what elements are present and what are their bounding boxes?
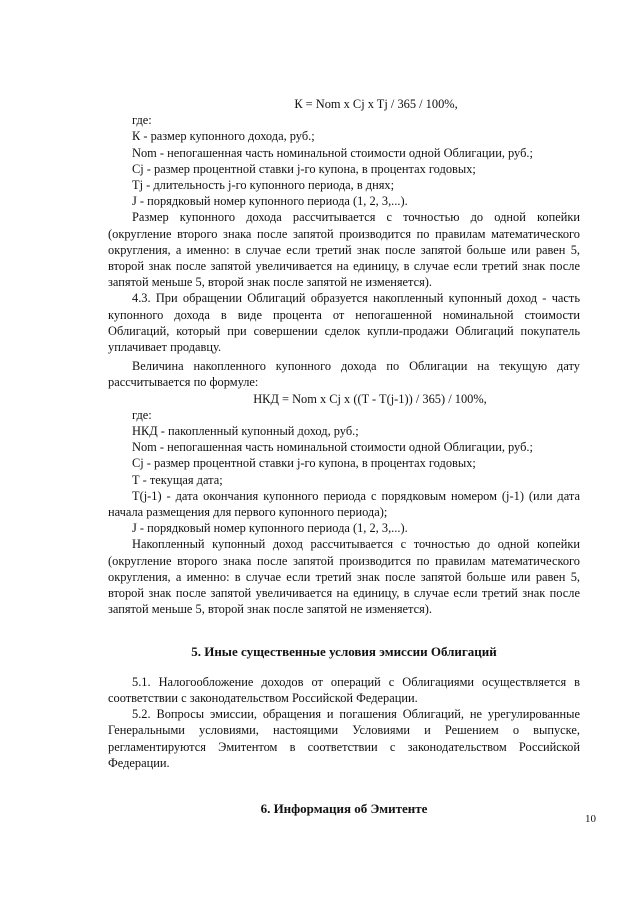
page-number: 10 <box>585 813 596 825</box>
where-label: где: <box>132 113 152 128</box>
section-5-heading: 5. Иные существенные условия эмиссии Облигаций <box>191 643 497 659</box>
nkd-intro-paragraph: Величина накопленного купонного дохода по Облигации на текущую дату рассчитывается по формуле: <box>108 359 580 390</box>
definition-line: Nom - непогашенная часть номинальной стоимости одной Облигации, руб.; <box>132 145 533 160</box>
section-6-heading: 6. Информация об Эмитенте <box>260 800 428 816</box>
definition-line: Tj - длительность j-го купонного периода, в днях; <box>132 178 395 193</box>
definition-line: J - порядковый номер купонного периода (1, 2, 3,...). <box>132 521 408 536</box>
nkd-formula: НКД = Nom x Cj x ((T - T(j-1)) / 365) / 100%, <box>253 391 487 406</box>
definition-line: J - порядковый номер купонного периода (1, 2, 3,...). <box>132 194 408 209</box>
definition-line: Cj - размер процентной ставки j-го купона, в процентах годовых; <box>132 456 476 471</box>
definition-line: Cj - размер процентной ставки j-го купона, в процентах годовых; <box>132 161 476 176</box>
definition-line: Т - текущая дата; <box>132 472 223 487</box>
paragraph-5-2: 5.2. Вопросы эмиссии, обращения и погашения Облигаций, не урегулированные Генеральными условиями, настоящими Условиями и Решением о выпуске, регламентируются Эмитентом в соответствии с законодательством Российской Федерации. <box>108 707 580 770</box>
definition-line: НКД - пакопленный купонный доход, руб.; <box>132 424 359 439</box>
where-label: где: <box>132 407 152 422</box>
rounding-paragraph: Накопленный купонный доход рассчитывается с точностью до одной копейки (округление второго знака после запятой производится по правилам математического округления, а именно: в случае если третий знак после запятой больше или равен 5, второй знак после запятой увеличивается на единицу, в случае если третий знак после запятой меньше 5, второй знак после запятой не изменяется). <box>108 537 580 617</box>
coupon-formula: К = Nom x Cj x Tj / 365 / 100%, <box>294 97 458 111</box>
page-content <box>108 96 580 817</box>
definition-line: T(j-1) - дата окончания купонного периода с порядковым номером (j-1) (или дата начала размещения для первого купонного периода); <box>108 488 580 520</box>
rounding-paragraph: Размер купонного дохода рассчитывается с точностью до одной копейки (округление второго знака после запятой производится по правилам математического округления, а именно: в случае если третий знак после запятой больше или равен 5, второй знак после запятой увеличивается на единицу, в случае если третий знак после запятой меньше 5, второй знак после запятой не изменяется). <box>108 210 580 290</box>
definition-line: Nom - непогашенная часть номинальной стоимости одной Облигации, руб.; <box>132 440 533 455</box>
paragraph-5-1: 5.1. Налогообложение доходов от операций с Облигациями осуществляется в соответствии с законодательством Российской Федерации. <box>108 674 580 705</box>
paragraph-4-3: 4.3. При обращении Облигаций образуется накопленный купонный доход - часть купонного дохода в виде процента от непогашенной номинальной стоимости Облигаций, который при совершении сделок купли-продажи Облигаций покупатель уплачивает продавцу. <box>108 291 580 355</box>
definition-line: К - размер купонного дохода, руб.; <box>132 129 315 144</box>
